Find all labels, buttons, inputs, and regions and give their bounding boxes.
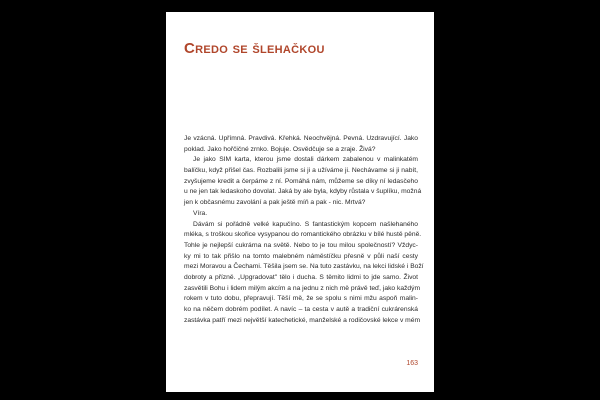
text-line: Dávám si pořádně velké kapučíno. S fantastickým kopcem našlehaného <box>193 220 418 228</box>
text-line: zvyšujeme kredit a čerpáme z ní. Pomáhá nám, můžeme se díky ní ledasčeho <box>184 177 418 185</box>
text-line: Je jako SIM karta, kterou jsme dostali dárkem zabalenou v malinkatém <box>193 156 418 164</box>
text-line: poklad. Jako hořčičné zrnko. Bojuje. Osvědčuje se a zraje. Živá? <box>184 145 376 153</box>
text-line: mléka, s troškou skořice vysypanou do romantického obrázku v bílé hustě pěně. <box>184 231 422 239</box>
chapter-title: Credo se šlehačkou <box>184 40 325 57</box>
body-text <box>184 134 424 326</box>
text-line: ky mi to tak přišlo na tomto malebném náměstíčku přesně v půli naší cesty <box>184 252 418 260</box>
text-line: jen k občasnému zavolání a pak ještě míň a pak - nic. Mrtvá? <box>184 199 366 207</box>
text-line: mezi Moravou a Čechami. Těšila jsem se. Na tuto zastávku, na lekci lidské i Boží <box>184 263 424 271</box>
text-line: balíčku, když přišel čas. Rozbalili jsme si ji a užíváme ji. Nechávame si ji nabít, <box>184 167 418 175</box>
text-line: rokem v tuto dobu, přepravují. Těší mě, že se spolu s nimi mžu aspoň malin- <box>184 295 418 303</box>
text-line: zastávka patří mezi největší katechetické, manželské a rodičovské lekce v mém <box>184 316 421 324</box>
page-number: 163 <box>406 360 418 367</box>
text-line: Víra. <box>193 209 208 217</box>
text-line: Tohle je nejlepší cukrárna na světě. Nebo to je tou milou společností? Vždyc- <box>184 241 418 249</box>
book-page <box>166 12 434 392</box>
text-line: Je vzácná. Upřímná. Pravdivá. Křehká. Neochvějná. Pevná. Uzdravující. Jako <box>184 135 418 142</box>
text-line: ko na něčem dobrém podílet. A navíc – ta cesta v autě a tradiční cukrárenská <box>184 306 418 313</box>
text-line: u ne jen tak ledaskoho dovolat. Jaká by ale byla, kdyby růstala v šuplíku, možná <box>184 188 422 196</box>
text-line: dobroty a přízně. „Upgradovat" tělo i ducha. S těmito lidmi to jde samo. Život <box>184 273 418 281</box>
text-line: zasvětili Bohu i lidem milým akcím a na jednu z nich mě právě teď, jako každým <box>184 284 421 292</box>
